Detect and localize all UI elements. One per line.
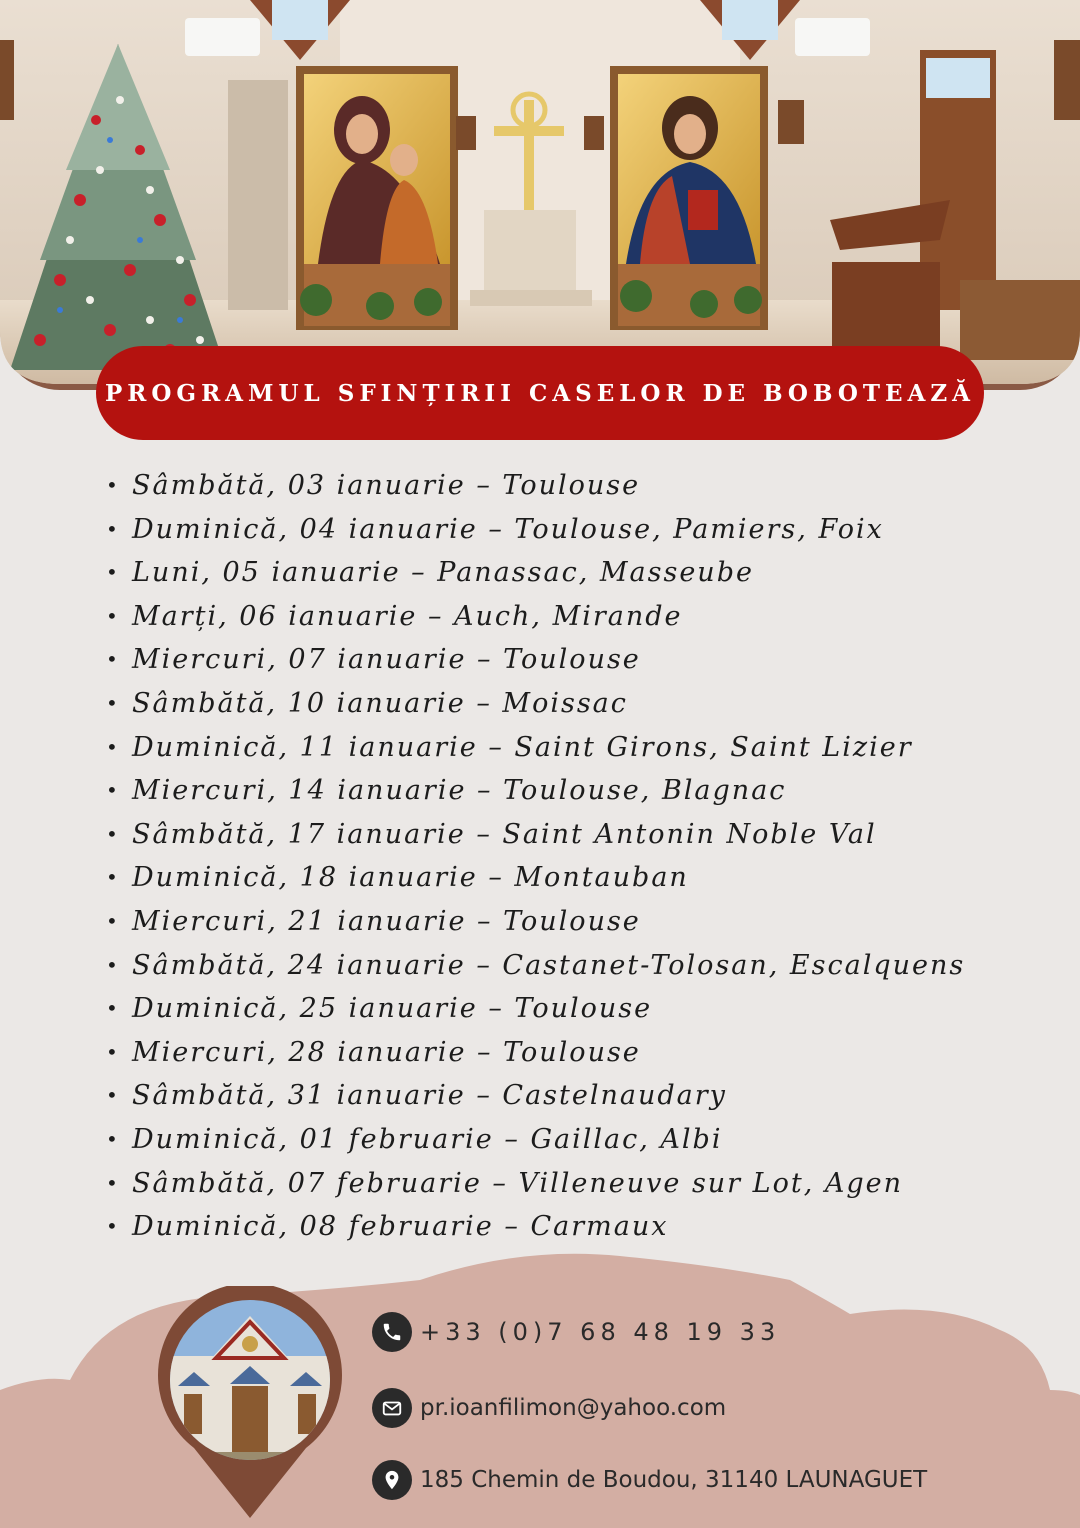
- schedule-entry: Marți, 06 ianuarie – Auch, Mirande: [132, 600, 683, 632]
- church-photo-pin: [150, 1286, 350, 1526]
- bullet-icon: •: [106, 1039, 120, 1064]
- schedule-entry: Luni, 05 ianuarie – Panassac, Masseube: [132, 557, 754, 589]
- bullet-icon: •: [106, 1214, 120, 1239]
- list-item: [100, 464, 965, 508]
- list-item: [100, 1031, 965, 1075]
- bullet-icon: •: [106, 473, 120, 497]
- phone-row[interactable]: [372, 1312, 780, 1352]
- list-item: [100, 856, 965, 900]
- list-item: [100, 1162, 965, 1206]
- list-item: [100, 551, 965, 595]
- bullet-icon: •: [106, 996, 120, 1021]
- title-banner: [96, 346, 984, 440]
- schedule-entry: Sâmbătă, 03 ianuarie – Toulouse: [132, 470, 641, 501]
- footer: [0, 1240, 1080, 1528]
- bullet-icon: •: [106, 516, 120, 541]
- bullet-icon: •: [106, 778, 120, 803]
- address-row[interactable]: [372, 1460, 927, 1500]
- schedule-entry: Sâmbătă, 10 ianuarie – Moissac: [132, 687, 628, 719]
- phone-icon: [372, 1312, 412, 1352]
- schedule-entry: Sâmbătă, 24 ianuarie – Castanet-Tolosan, Escalquens: [132, 949, 966, 981]
- list-item: [100, 769, 965, 813]
- list-item: [100, 595, 965, 639]
- bullet-icon: •: [106, 1126, 120, 1151]
- schedule-list: [100, 464, 965, 1249]
- schedule-entry: Duminică, 04 ianuarie – Toulouse, Pamiers, Foix: [132, 513, 884, 545]
- email-row[interactable]: [372, 1388, 726, 1428]
- schedule-entry: Sâmbătă, 17 ianuarie – Saint Antonin Noble Val: [132, 818, 877, 850]
- schedule-entry: Duminică, 08 februarie – Carmaux: [132, 1211, 669, 1243]
- bullet-icon: •: [106, 821, 120, 846]
- list-item: [100, 987, 965, 1031]
- schedule-entry: Duminică, 11 ianuarie – Saint Girons, Saint Lizier: [132, 731, 913, 763]
- schedule-entry: Sâmbătă, 07 februarie – Villeneuve sur Lot, Agen: [132, 1167, 904, 1199]
- hero-photo: [0, 0, 1080, 400]
- list-item: [100, 682, 965, 726]
- street-address[interactable]: 185 Chemin de Boudou, 31140 LAUNAGUET: [420, 1467, 928, 1493]
- bullet-icon: •: [106, 734, 120, 759]
- bullet-icon: •: [106, 647, 120, 672]
- schedule-entry: Miercuri, 07 ianuarie – Toulouse: [132, 644, 641, 676]
- page-title: PROGRAMUL SFINȚIRII CASELOR DE BOBOTEAZĂ: [104, 379, 975, 407]
- phone-number[interactable]: +33 (0)7 68 48 19 33: [420, 1318, 781, 1346]
- list-item: [100, 726, 965, 770]
- schedule-entry: Duminică, 25 ianuarie – Toulouse: [132, 993, 653, 1025]
- schedule-entry: Duminică, 18 ianuarie – Montauban: [132, 862, 689, 894]
- bullet-icon: •: [106, 1170, 120, 1195]
- email-address[interactable]: pr.ioanfilimon@yahoo.com: [420, 1395, 727, 1421]
- location-pin-icon: [372, 1460, 412, 1500]
- church-interior-photo: [0, 0, 1080, 390]
- bullet-icon: •: [106, 952, 120, 977]
- schedule-entry: Sâmbătă, 31 ianuarie – Castelnaudary: [132, 1080, 727, 1112]
- schedule-entry: Duminică, 01 februarie – Gaillac, Albi: [132, 1123, 723, 1155]
- list-item: [100, 813, 965, 857]
- schedule-entry: Miercuri, 28 ianuarie – Toulouse: [132, 1036, 641, 1068]
- schedule-entry: Miercuri, 21 ianuarie – Toulouse: [132, 905, 641, 937]
- bullet-icon: •: [106, 560, 120, 585]
- list-item: [100, 638, 965, 682]
- bullet-icon: •: [106, 865, 120, 890]
- list-item: [100, 944, 965, 988]
- envelope-icon: [372, 1388, 412, 1428]
- bullet-icon: •: [106, 603, 120, 628]
- list-item: [100, 900, 965, 944]
- list-item: [100, 1074, 965, 1118]
- list-item: [100, 508, 965, 552]
- schedule-entry: Miercuri, 14 ianuarie – Toulouse, Blagnac: [132, 775, 787, 807]
- list-item: [100, 1118, 965, 1162]
- bullet-icon: •: [106, 908, 120, 933]
- bullet-icon: •: [106, 1083, 120, 1108]
- bullet-icon: •: [106, 690, 120, 715]
